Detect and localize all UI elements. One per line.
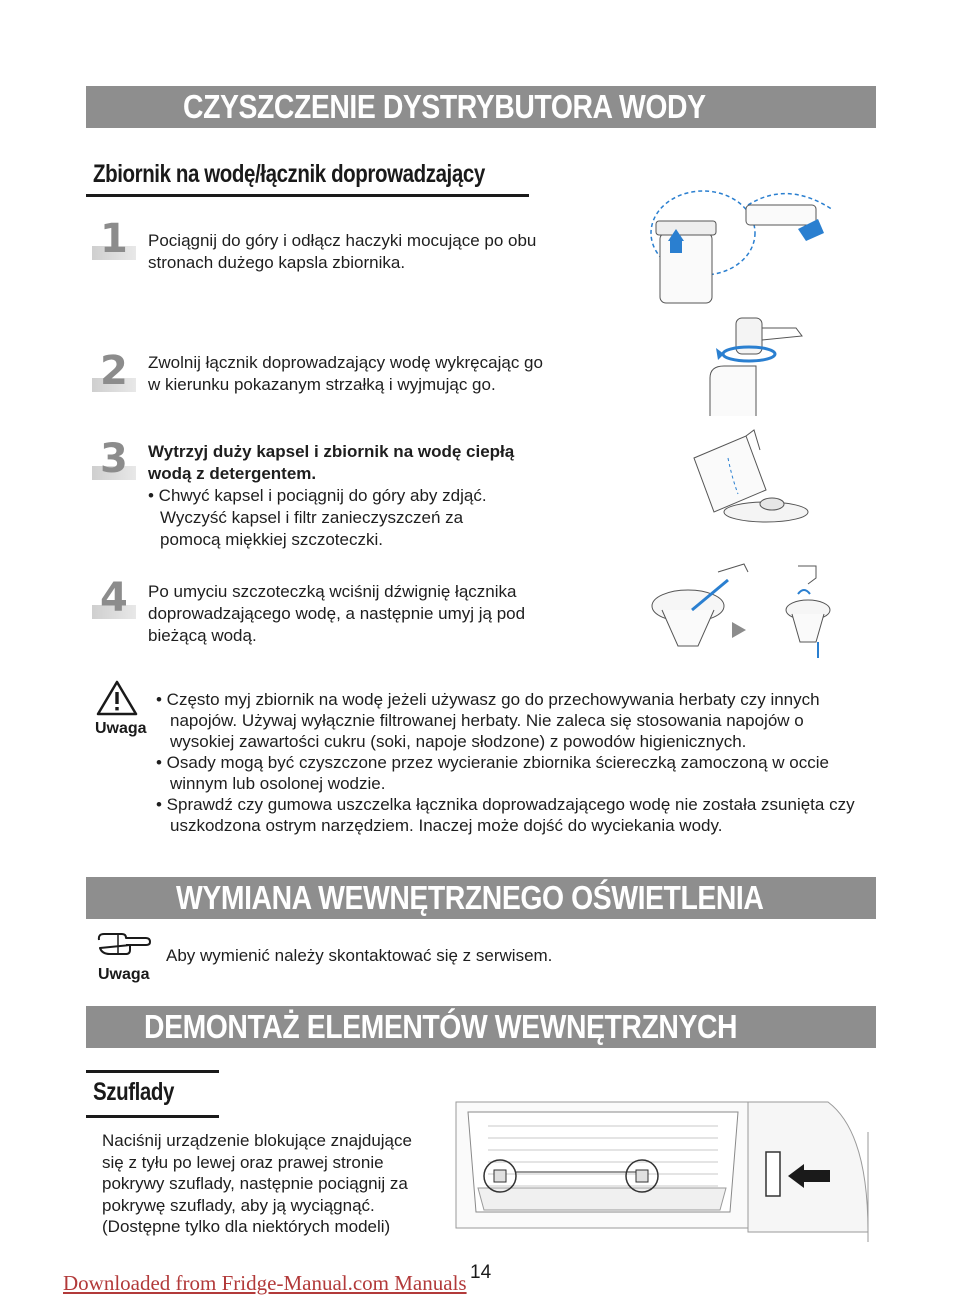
footer-download-link[interactable]: Downloaded from Fridge-Manual.com Manuals: [63, 1271, 467, 1295]
caution-list: [156, 689, 866, 836]
drawer-instructions: Naciśnij urządzenie blokujące znajdujące się z tyłu po lewej oraz prawej stronie pokrywy szuflady, następnie pociągnij za pokrywę szuflady, aby ją wyciągnąć. (Dostępne tylko dla niektórych modeli): [102, 1131, 412, 1236]
subheading-overline: [86, 1070, 219, 1073]
section-title-disassembly: DEMONTAŻ ELEMENTÓW WEWNĘTRZNYCH: [144, 1008, 738, 1045]
caution-item: • Sprawdź czy gumowa uszczelka łącznika doprowadzającego wodę nie została zsunięta czy uszkodzona ostrym narzędziem. Inaczej może dojść do wyciekania wody.: [156, 795, 855, 835]
step-2-number: 2: [100, 348, 128, 394]
hand-pointer-icon: [96, 930, 152, 960]
subheading-drawers: Szuflady: [93, 1078, 175, 1106]
caution-item: • Osady mogą być czyszczone przez wycieranie zbiornika ściereczką zamoczoną w occie winnym lub osolonej wodzie.: [156, 753, 829, 793]
connector-unscrew-illustration: [706, 308, 816, 416]
note-text: Aby wymienić należy skontaktować się z serwisem.: [166, 946, 553, 965]
step-1-text: Pociągnij do góry i odłącz haczyki mocujące po obu stronach dużego kapsla zbiornika.: [148, 231, 537, 272]
connector-wash-illustration: [648, 558, 838, 664]
step-4-text: Po umyciu szczoteczką wciśnij dźwignię łącznika doprowadzającego wodę, a następnie umyj ją pod bieżącą wodą.: [148, 582, 526, 645]
warning-icon: [96, 680, 138, 716]
section-banner-disassembly: [86, 1006, 876, 1048]
step-4-number: 4: [100, 575, 128, 621]
subheading-underline: [86, 194, 529, 197]
section-title-lighting: WYMIANA WEWNĘTRZNEGO OŚWIETLENIA: [176, 879, 764, 916]
step-3-text: Wytrzyj duży kapsel i zbiornik na wodę ciepłą wodą z detergentem. • Chwyć kapsel i pociągnij do góry aby zdjąć. Wyczyść kapsel i filtr zanieczyszczeń za pomocą miękkiej szczoteczki.: [148, 442, 515, 549]
tank-wipe-illustration: [688, 428, 818, 540]
caution-label: Uwaga: [95, 720, 147, 737]
subheading-underline: [86, 1115, 219, 1118]
step-2-text: Zwolnij łącznik doprowadzający wodę wykręcając go w kierunku pokazanym strzałką i wyjmując go.: [148, 353, 543, 394]
subheading-water-tank: Zbiornik na wodę/łącznik doprowadzający: [93, 160, 485, 188]
step-3-number: 3: [100, 436, 128, 482]
section-title-cleaning: CZYSZCZENIE DYSTRYBUTORA WODY: [183, 88, 706, 125]
caution-item: • Często myj zbiornik na wodę jeżeli używasz go do przechowywania herbaty czy innych napojów. Używaj wyłącznie filtrowanej herbaty. Nie zaleca się stosowania napojów o wysokiej zawartości cukru (soki, napoje słodzone) z powodów higienicznych.: [156, 690, 820, 751]
step-1-number: 1: [100, 216, 128, 262]
tank-cap-illustration: [648, 185, 848, 310]
section-banner-cleaning: [86, 86, 876, 128]
section-banner-lighting: [86, 877, 876, 919]
note-label: Uwaga: [98, 966, 150, 983]
page-number: 14: [470, 1262, 492, 1283]
drawer-cover-illustration: [448, 1092, 880, 1242]
